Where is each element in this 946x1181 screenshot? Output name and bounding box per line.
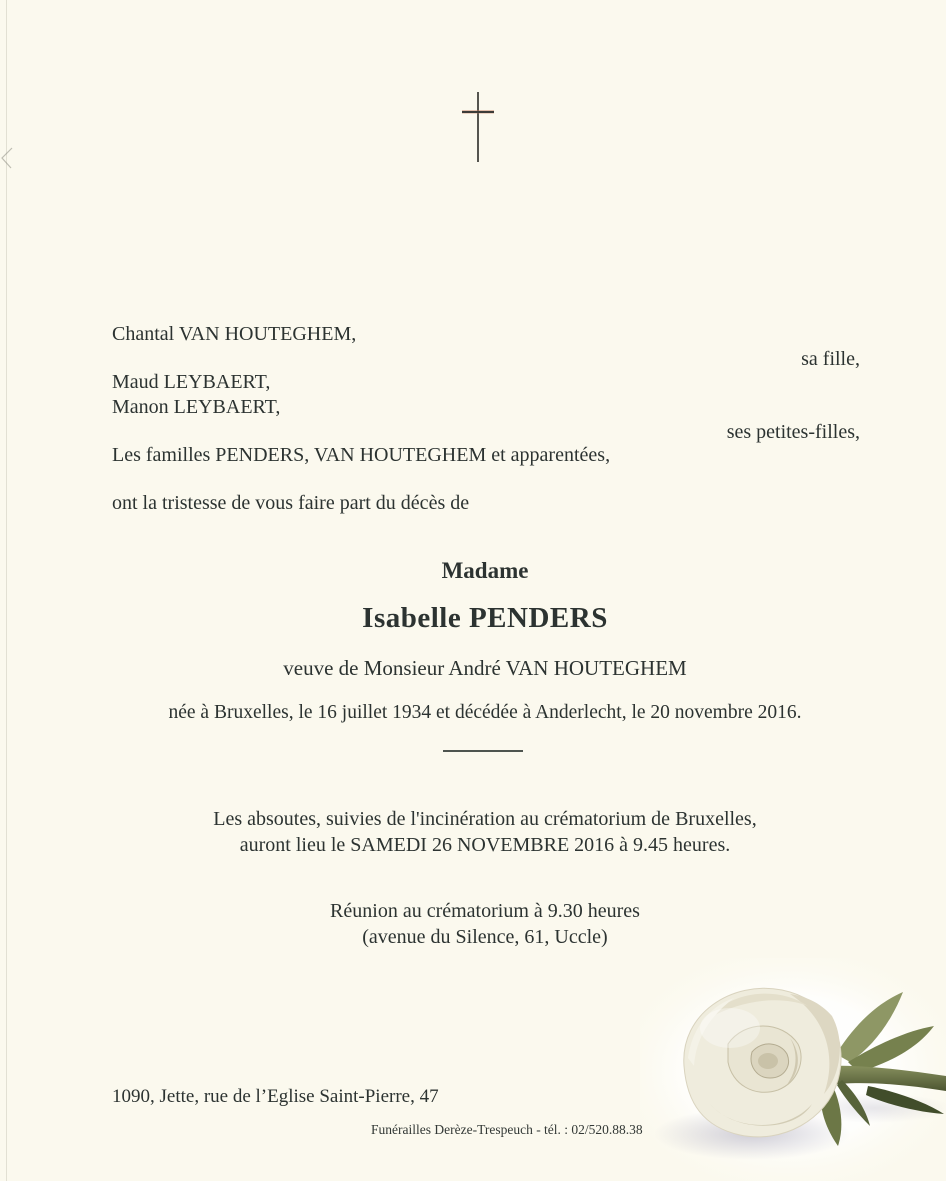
footer-address: 1090, Jette, rue de l’Eglise Saint-Pierre, 47 xyxy=(112,1086,439,1107)
deceased-title: Madame xyxy=(441,558,529,583)
ceremony-meeting xyxy=(12,898,946,950)
deceased-life-dates: née à Bruxelles, le 16 juillet 1934 et décédée à Anderlecht, le 20 novembre 2016. xyxy=(168,702,802,723)
granddaughters-relation: ses petites-filles, xyxy=(726,421,860,443)
granddaughter-1-name: Maud LEYBAERT, xyxy=(112,371,271,393)
families-line: Les familles PENDERS, VAN HOUTEGHEM et apparentées, xyxy=(112,444,611,466)
white-rose-image xyxy=(640,958,946,1181)
cross-vertical-bar xyxy=(477,92,479,162)
absoutes-line-1: Les absoutes, suivies de l'incinération au crématorium de Bruxelles, xyxy=(213,808,757,830)
deceased-widow-line: veuve de Monsieur André VAN HOUTEGHEM xyxy=(283,656,687,680)
daughter-relation: sa fille, xyxy=(801,348,860,370)
ceremony-absoutes xyxy=(12,806,946,858)
granddaughter-2-name: Manon LEYBAERT, xyxy=(112,396,281,418)
daughter-name: Chantal VAN HOUTEGHEM, xyxy=(112,323,357,345)
meeting-line-1: Réunion au crématorium à 9.30 heures xyxy=(330,900,640,922)
section-divider xyxy=(443,750,523,752)
cross-horizontal-bar xyxy=(462,111,494,113)
absoutes-line-2: auront lieu le SAMEDI 26 NOVEMBRE 2016 à 9.45 heures. xyxy=(239,834,731,856)
meeting-line-2: (avenue du Silence, 61, Uccle) xyxy=(362,926,608,948)
footer-funeral-home: Funérailles Derèze-Trespeuch - tél. : 02/520.88.38 xyxy=(371,1122,643,1137)
announcement-line: ont la tristesse de vous faire part du décès de xyxy=(112,492,470,514)
scan-mark xyxy=(0,146,14,172)
scan-edge-line xyxy=(6,0,7,1181)
deceased-name: Isabelle PENDERS xyxy=(362,602,608,634)
